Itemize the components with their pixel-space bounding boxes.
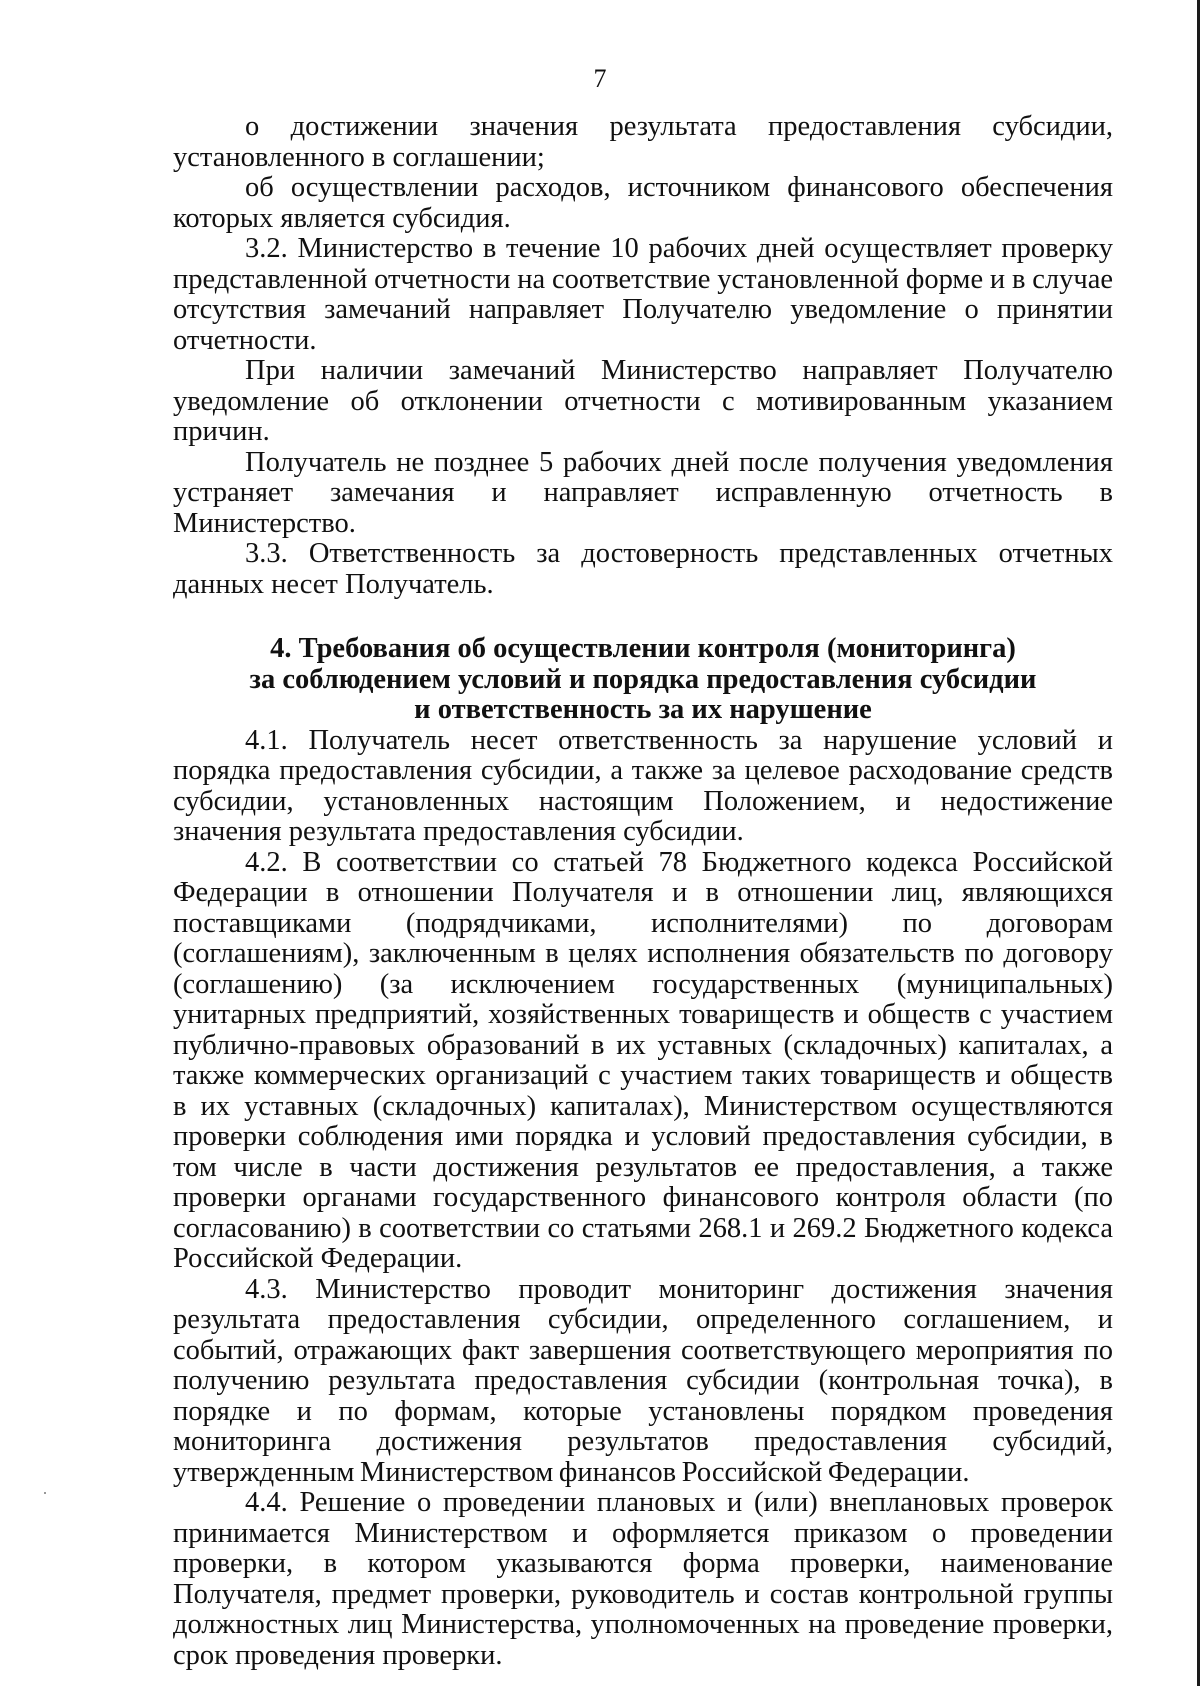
section-heading-line: и ответственность за их нарушение xyxy=(414,694,872,725)
section-4-heading xyxy=(173,634,1113,726)
paragraph-4-1: 4.1. Получатель несет ответственность за нарушение условий и порядка предоставления субсидии, а также за целевое расходование средств субсидии, установленных настоящим Положением, и недостижение значения результата предоставления субсидии. xyxy=(173,724,1113,847)
paragraph-3-2: 3.2. Министерство в течение 10 рабочих дней осуществляет проверку представленной отчетности на соответствие установленной форме и в случае отсутствия замечаний направляет Получателю уведомление о принятии отчетности. xyxy=(173,233,1113,356)
paragraph: о достижении значения результата предоставления субсидии, установленного в соглашении; xyxy=(173,111,1113,173)
section-heading-line: 4. Требования об осуществлении контроля (мониторинга) xyxy=(270,633,1016,664)
paragraph: об осуществлении расходов, источником финансового обеспечения которых является субсидия. xyxy=(173,172,1113,234)
paragraph: При наличии замечаний Министерство направляет Получателю уведомление об отклонении отчетности с мотивированным указанием причин. xyxy=(173,355,1113,447)
paragraph-4-3: 4.3. Министерство проводит мониторинг достижения значения результата предоставления субсидии, определенного соглашением, и событий, отражающих факт завершения соответствующего мероприятия по получению результата предоставления субсидии (контрольная точка), в порядке и по формам, которые установлены порядком проведения мониторинга достижения результатов предоставления субсидий, утвержденным Министерством финансов Российской Федерации. xyxy=(173,1273,1113,1488)
paragraph: Получатель не позднее 5 рабочих дней после получения уведомления устраняет замечания и направляет исправленную отчетность в Министерство. xyxy=(173,446,1113,539)
paragraph-4-4: 4.4. Решение о проведении плановых и (или) внеплановых проверок принимается Министерством и оформляется приказом о проведении проверки, в котором указываются форма проверки, наименование Получателя, предмет проверки, руководитель и состав контрольной группы должностных лиц Министерства, уполномоченных на проведение проверки, срок проведения проверки. xyxy=(173,1487,1113,1671)
page-number: 7 xyxy=(593,64,607,93)
section-heading-line: за соблюдением условий и порядка предоставления субсидии xyxy=(249,663,1037,695)
document-body xyxy=(173,112,1113,1671)
scan-speck xyxy=(44,1492,46,1494)
paragraph-3-3: 3.3. Ответственность за достоверность представленных отчетных данных несет Получатель. xyxy=(173,538,1113,600)
paragraph-4-2: 4.2. В соответствии со статьей 78 Бюджетного кодекса Российской Федерации в отношении Получателя и в отношении лиц, являющихся поставщиками (подрядчиками, исполнителями) по договорам (соглашениям), заключенным в целях исполнения обязательств по договору (соглашению) (за исключением государственных (муниципальных) унитарных предприятий, хозяйственных товариществ и обществ с участием публично-правовых образований в их уставных (складочных) капиталах, а также коммерческих организаций с участием таких товариществ и обществ в их уставных (складочных) капиталах), Министерством осуществляются проверки соблюдения ими порядка и условий предоставления субсидии, в том числе в части достижения результатов ее предоставления, а также проверки органами государственного финансового контроля области (по согласованию) в соответствии со статьями 268.1 и 269.2 Бюджетного кодекса Российской Федерации. xyxy=(173,846,1113,1274)
